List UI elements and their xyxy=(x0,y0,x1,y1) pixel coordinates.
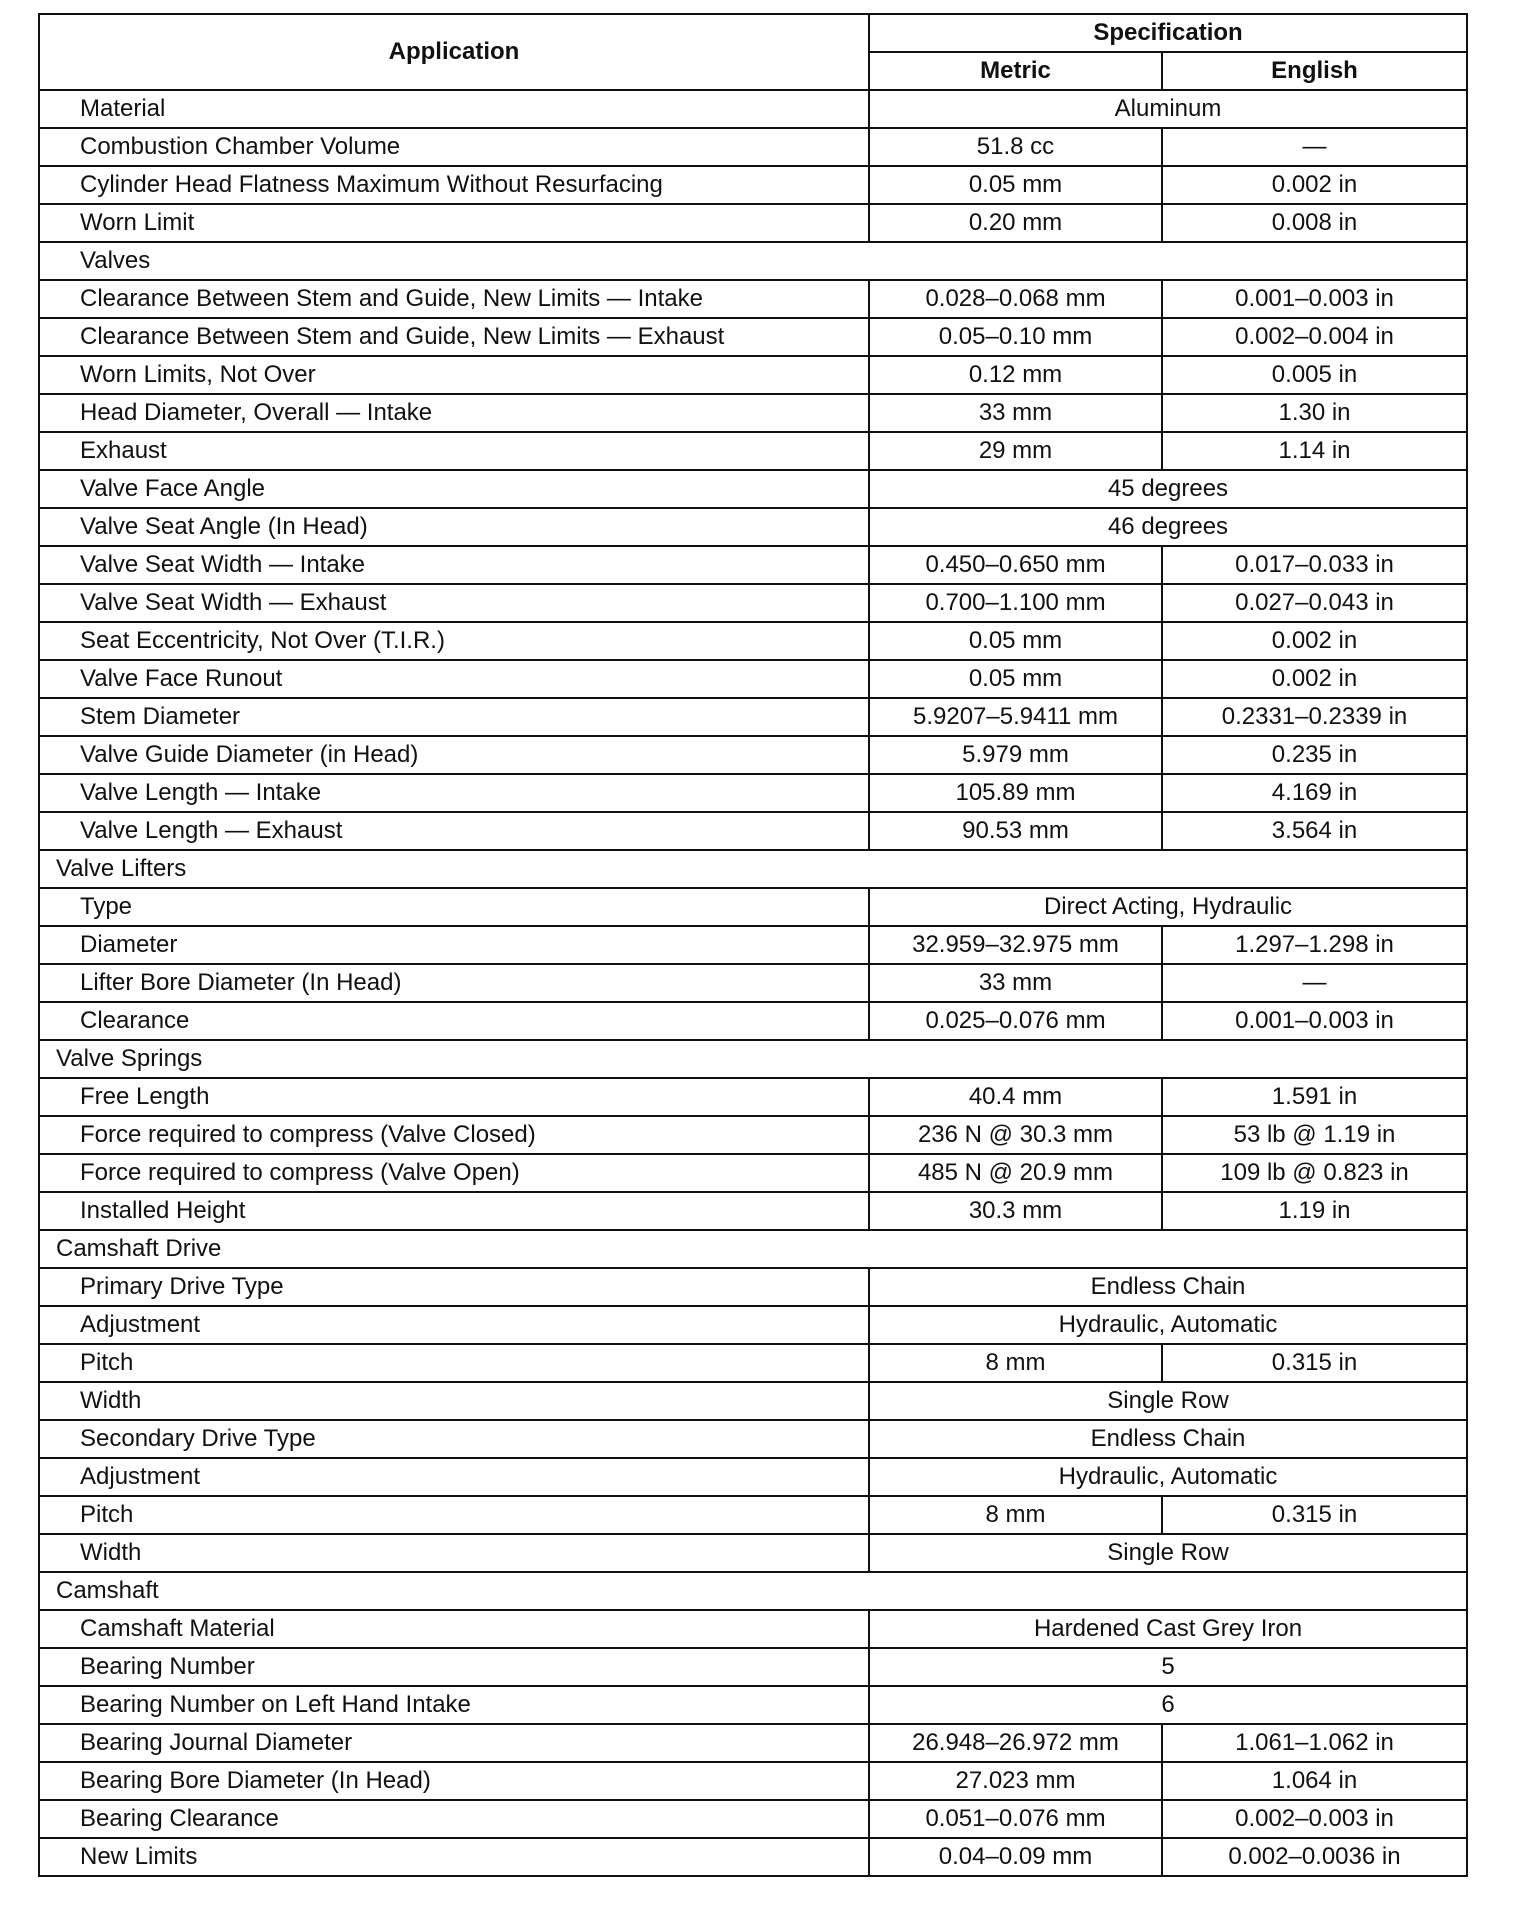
metric-cell: 8 mm xyxy=(869,1344,1162,1382)
application-cell: Type xyxy=(39,888,869,926)
application-cell: Force required to compress (Valve Closed) xyxy=(39,1116,869,1154)
metric-cell: 0.04–0.09 mm xyxy=(869,1838,1162,1876)
english-header: English xyxy=(1162,52,1467,90)
metric-cell: 51.8 cc xyxy=(869,128,1162,166)
table-row xyxy=(39,1458,1467,1496)
table-row xyxy=(39,1420,1467,1458)
table-row xyxy=(39,1496,1467,1534)
application-cell: Pitch xyxy=(39,1496,869,1534)
section-row xyxy=(39,242,1467,280)
application-cell: Valve Guide Diameter (in Head) xyxy=(39,736,869,774)
metric-cell: 90.53 mm xyxy=(869,812,1162,850)
table-row xyxy=(39,280,1467,318)
english-cell: 0.005 in xyxy=(1162,356,1467,394)
application-cell: Exhaust xyxy=(39,432,869,470)
metric-cell: 0.025–0.076 mm xyxy=(869,1002,1162,1040)
table-row xyxy=(39,1800,1467,1838)
table-row xyxy=(39,660,1467,698)
application-cell: Lifter Bore Diameter (In Head) xyxy=(39,964,869,1002)
table-row xyxy=(39,432,1467,470)
english-cell: 1.064 in xyxy=(1162,1762,1467,1800)
table-row xyxy=(39,964,1467,1002)
application-cell: Width xyxy=(39,1382,869,1420)
english-cell: 1.19 in xyxy=(1162,1192,1467,1230)
application-cell: Material xyxy=(39,90,869,128)
application-cell: New Limits xyxy=(39,1838,869,1876)
table-row xyxy=(39,622,1467,660)
spec-combined-cell: Aluminum xyxy=(869,90,1467,128)
metric-cell: 0.05 mm xyxy=(869,660,1162,698)
application-cell: Valve Face Runout xyxy=(39,660,869,698)
application-cell: Installed Height xyxy=(39,1192,869,1230)
metric-cell: 0.05 mm xyxy=(869,622,1162,660)
metric-cell: 29 mm xyxy=(869,432,1162,470)
metric-cell: 5.9207–5.9411 mm xyxy=(869,698,1162,736)
metric-cell: 0.05 mm xyxy=(869,166,1162,204)
table-header xyxy=(39,14,1467,90)
spec-combined-cell: Direct Acting, Hydraulic xyxy=(869,888,1467,926)
english-cell: 0.002–0.003 in xyxy=(1162,1800,1467,1838)
application-cell: Valve Length — Exhaust xyxy=(39,812,869,850)
table-row xyxy=(39,1382,1467,1420)
application-cell: Secondary Drive Type xyxy=(39,1420,869,1458)
table-row xyxy=(39,166,1467,204)
metric-cell: 5.979 mm xyxy=(869,736,1162,774)
english-cell: 0.002–0.0036 in xyxy=(1162,1838,1467,1876)
table-row xyxy=(39,1838,1467,1876)
english-cell: 1.14 in xyxy=(1162,432,1467,470)
english-cell: 53 lb @ 1.19 in xyxy=(1162,1116,1467,1154)
english-cell: 0.001–0.003 in xyxy=(1162,280,1467,318)
application-cell: Valve Face Angle xyxy=(39,470,869,508)
table-row xyxy=(39,1724,1467,1762)
application-cell: Bearing Number xyxy=(39,1648,869,1686)
application-cell: Bearing Bore Diameter (In Head) xyxy=(39,1762,869,1800)
english-cell: 1.061–1.062 in xyxy=(1162,1724,1467,1762)
table-row xyxy=(39,1002,1467,1040)
table-row xyxy=(39,584,1467,622)
application-cell: Width xyxy=(39,1534,869,1572)
english-cell: 0.002 in xyxy=(1162,660,1467,698)
metric-cell: 0.12 mm xyxy=(869,356,1162,394)
english-cell: 0.2331–0.2339 in xyxy=(1162,698,1467,736)
application-cell: Force required to compress (Valve Open) xyxy=(39,1154,869,1192)
application-cell: Valve Seat Angle (In Head) xyxy=(39,508,869,546)
specification-header: Specification xyxy=(869,14,1467,52)
metric-cell: 0.20 mm xyxy=(869,204,1162,242)
application-cell: Worn Limit xyxy=(39,204,869,242)
application-cell: Clearance Between Stem and Guide, New Limits — Exhaust xyxy=(39,318,869,356)
table-row xyxy=(39,926,1467,964)
table-row xyxy=(39,1534,1467,1572)
application-cell: Bearing Number on Left Hand Intake xyxy=(39,1686,869,1724)
spec-combined-cell: Endless Chain xyxy=(869,1420,1467,1458)
application-cell: Valve Length — Intake xyxy=(39,774,869,812)
section-row xyxy=(39,1230,1467,1268)
metric-cell: 236 N @ 30.3 mm xyxy=(869,1116,1162,1154)
application-cell: Combustion Chamber Volume xyxy=(39,128,869,166)
table-row xyxy=(39,1306,1467,1344)
application-header: Application xyxy=(39,14,869,90)
english-cell: 0.001–0.003 in xyxy=(1162,1002,1467,1040)
application-cell: Adjustment xyxy=(39,1306,869,1344)
application-cell: Clearance Between Stem and Guide, New Limits — Intake xyxy=(39,280,869,318)
english-cell: 0.235 in xyxy=(1162,736,1467,774)
table-row xyxy=(39,394,1467,432)
application-cell: Valve Seat Width — Exhaust xyxy=(39,584,869,622)
section-label: Camshaft Drive xyxy=(39,1230,1467,1268)
english-cell: 0.315 in xyxy=(1162,1496,1467,1534)
table-row xyxy=(39,128,1467,166)
spec-combined-cell: 45 degrees xyxy=(869,470,1467,508)
table-row xyxy=(39,774,1467,812)
application-cell: Camshaft Material xyxy=(39,1610,869,1648)
application-cell: Seat Eccentricity, Not Over (T.I.R.) xyxy=(39,622,869,660)
application-cell: Diameter xyxy=(39,926,869,964)
table-row xyxy=(39,90,1467,128)
application-cell: Adjustment xyxy=(39,1458,869,1496)
specification-table xyxy=(38,13,1468,1877)
table-row xyxy=(39,1762,1467,1800)
metric-cell: 8 mm xyxy=(869,1496,1162,1534)
english-cell: 0.002–0.004 in xyxy=(1162,318,1467,356)
metric-cell: 0.700–1.100 mm xyxy=(869,584,1162,622)
metric-cell: 33 mm xyxy=(869,964,1162,1002)
table-row xyxy=(39,1078,1467,1116)
spec-combined-cell: Endless Chain xyxy=(869,1268,1467,1306)
table-body xyxy=(39,90,1467,1876)
metric-cell: 32.959–32.975 mm xyxy=(869,926,1162,964)
application-cell: Worn Limits, Not Over xyxy=(39,356,869,394)
metric-cell: 27.023 mm xyxy=(869,1762,1162,1800)
metric-cell: 0.450–0.650 mm xyxy=(869,546,1162,584)
english-cell: 0.008 in xyxy=(1162,204,1467,242)
section-row xyxy=(39,1572,1467,1610)
metric-cell: 0.028–0.068 mm xyxy=(869,280,1162,318)
english-cell: — xyxy=(1162,964,1467,1002)
english-cell: 1.591 in xyxy=(1162,1078,1467,1116)
application-cell: Primary Drive Type xyxy=(39,1268,869,1306)
table-row xyxy=(39,812,1467,850)
table-row xyxy=(39,1344,1467,1382)
spec-combined-cell: Hydraulic, Automatic xyxy=(869,1458,1467,1496)
table-row xyxy=(39,1116,1467,1154)
metric-cell: 30.3 mm xyxy=(869,1192,1162,1230)
section-row xyxy=(39,850,1467,888)
table-row xyxy=(39,1686,1467,1724)
spec-combined-cell: Hardened Cast Grey Iron xyxy=(869,1610,1467,1648)
application-cell: Cylinder Head Flatness Maximum Without Resurfacing xyxy=(39,166,869,204)
metric-cell: 485 N @ 20.9 mm xyxy=(869,1154,1162,1192)
application-cell: Bearing Journal Diameter xyxy=(39,1724,869,1762)
table-row xyxy=(39,508,1467,546)
application-cell: Head Diameter, Overall — Intake xyxy=(39,394,869,432)
spec-combined-cell: Hydraulic, Automatic xyxy=(869,1306,1467,1344)
metric-cell: 0.051–0.076 mm xyxy=(869,1800,1162,1838)
spec-combined-cell: 46 degrees xyxy=(869,508,1467,546)
metric-cell: 105.89 mm xyxy=(869,774,1162,812)
spec-combined-cell: Single Row xyxy=(869,1382,1467,1420)
metric-cell: 0.05–0.10 mm xyxy=(869,318,1162,356)
english-cell: 0.027–0.043 in xyxy=(1162,584,1467,622)
application-cell: Free Length xyxy=(39,1078,869,1116)
english-cell: 3.564 in xyxy=(1162,812,1467,850)
spec-combined-cell: 5 xyxy=(869,1648,1467,1686)
table-row xyxy=(39,470,1467,508)
table-row xyxy=(39,356,1467,394)
table-row xyxy=(39,698,1467,736)
english-cell: — xyxy=(1162,128,1467,166)
section-label: Valve Lifters xyxy=(39,850,1467,888)
table-row xyxy=(39,204,1467,242)
table-row xyxy=(39,546,1467,584)
english-cell: 0.002 in xyxy=(1162,166,1467,204)
table-row xyxy=(39,888,1467,926)
section-label: Valves xyxy=(39,242,1467,280)
metric-cell: 26.948–26.972 mm xyxy=(869,1724,1162,1762)
table-row xyxy=(39,1192,1467,1230)
section-row xyxy=(39,1040,1467,1078)
table-row xyxy=(39,1610,1467,1648)
english-cell: 1.297–1.298 in xyxy=(1162,926,1467,964)
section-label: Camshaft xyxy=(39,1572,1467,1610)
application-cell: Valve Seat Width — Intake xyxy=(39,546,869,584)
application-cell: Clearance xyxy=(39,1002,869,1040)
section-label: Valve Springs xyxy=(39,1040,1467,1078)
application-cell: Stem Diameter xyxy=(39,698,869,736)
metric-cell: 40.4 mm xyxy=(869,1078,1162,1116)
table-row xyxy=(39,318,1467,356)
application-cell: Bearing Clearance xyxy=(39,1800,869,1838)
metric-header: Metric xyxy=(869,52,1162,90)
table-row xyxy=(39,1154,1467,1192)
english-cell: 0.017–0.033 in xyxy=(1162,546,1467,584)
spec-combined-cell: 6 xyxy=(869,1686,1467,1724)
metric-cell: 33 mm xyxy=(869,394,1162,432)
english-cell: 1.30 in xyxy=(1162,394,1467,432)
english-cell: 0.315 in xyxy=(1162,1344,1467,1382)
table-row xyxy=(39,1268,1467,1306)
english-cell: 109 lb @ 0.823 in xyxy=(1162,1154,1467,1192)
english-cell: 4.169 in xyxy=(1162,774,1467,812)
table-row xyxy=(39,736,1467,774)
table-row xyxy=(39,1648,1467,1686)
english-cell: 0.002 in xyxy=(1162,622,1467,660)
application-cell: Pitch xyxy=(39,1344,869,1382)
spec-combined-cell: Single Row xyxy=(869,1534,1467,1572)
